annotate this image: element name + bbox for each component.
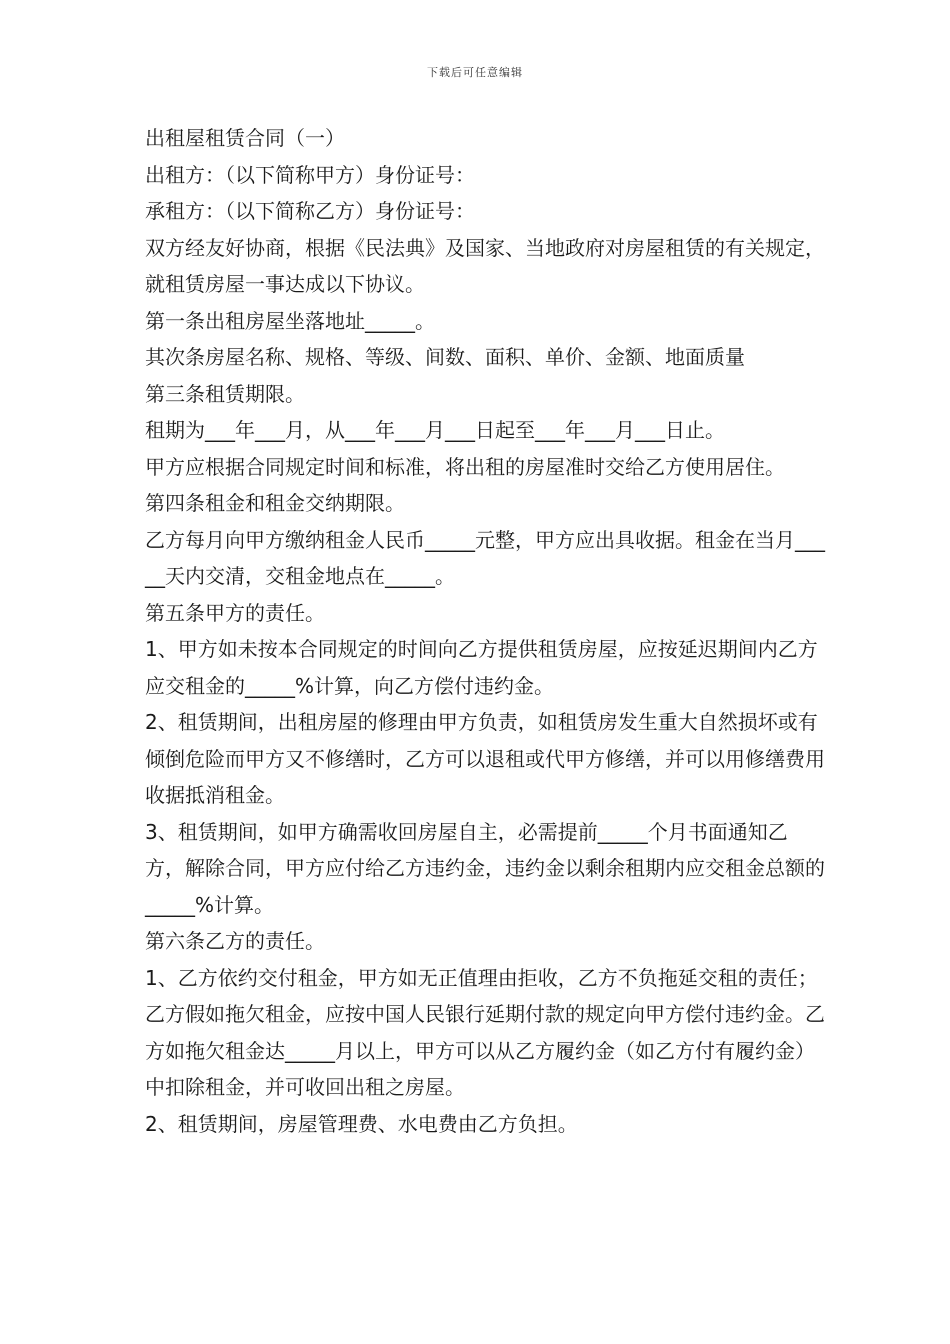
article-2: 其次条房屋名称、规格、等级、间数、面积、单价、金额、地面质量 — [145, 345, 745, 369]
header-note: 下载后可任意编辑 — [427, 66, 523, 79]
contract-body — [145, 120, 825, 1142]
article-3-delivery: 甲方应根据合同规定时间和标准，将出租的房屋准时交给乙方使用居住。 — [145, 454, 785, 479]
article-6-heading: 第六条乙方的责任。 — [145, 929, 325, 953]
article-3-term: 租期为___年___月，从___年___月___日起至___年___月___日止。 — [145, 418, 725, 442]
lessee-line: 承租方：（以下简称乙方）身份证号： — [145, 199, 475, 223]
article-5-heading: 第五条甲方的责任。 — [145, 600, 325, 625]
article-3-heading: 第三条租赁期限。 — [145, 381, 305, 406]
article-5-item-1: 1、甲方如未按本合同规定的时间向乙方提供租赁房屋，应按延迟期间内乙方应交租金的_____%计算，向乙方偿付违约金。 — [145, 637, 818, 698]
lessor-line: 出租方：（以下简称甲方）身份证号： — [145, 162, 475, 187]
article-1: 第一条出租房屋坐落地址_____。 — [145, 308, 435, 333]
article-6-item-2: 2、租赁期间，房屋管理费、水电费由乙方负担。 — [145, 1111, 578, 1136]
article-5-item-3: 3、租赁期间，如甲方确需收回房屋自主，必需提前_____个月书面通知乙方，解除合同，甲方应付给乙方违约金，违约金以剩余租期内应交租金总额的_____%计算。 — [145, 819, 825, 917]
article-4-rent: 乙方每月向甲方缴纳租金人民币_____元整，甲方应出具收据。租金在当月_____天内交清，交租金地点在_____。 — [145, 527, 825, 588]
article-6-item-1: 1、乙方依约交付租金，甲方如无正值理由拒收，乙方不负拖延交租的责任；乙方假如拖欠租金，应按中国人民银行延期付款的规定向甲方偿付违约金。乙方如拖欠租金达_____月以上，甲方可以从乙方履约金（如乙方付有履约金）中扣除租金，并可收回出租之房屋。 — [145, 965, 825, 1099]
article-4-heading: 第四条租金和租金交纳期限。 — [145, 491, 405, 515]
preamble: 双方经友好协商，根据《民法典》及国家、当地政府对房屋租赁的有关规定，就租赁房屋一事达成以下协议。 — [145, 235, 825, 296]
contract-title: 出租屋租赁合同（一） — [145, 126, 345, 150]
article-5-item-2: 2、租赁期间，出租房屋的修理由甲方负责，如租赁房发生重大自然损坏或有倾倒危险而甲方又不修缮时，乙方可以退租或代甲方修缮，并可以用修缮费用收据抵消租金。 — [145, 710, 825, 807]
